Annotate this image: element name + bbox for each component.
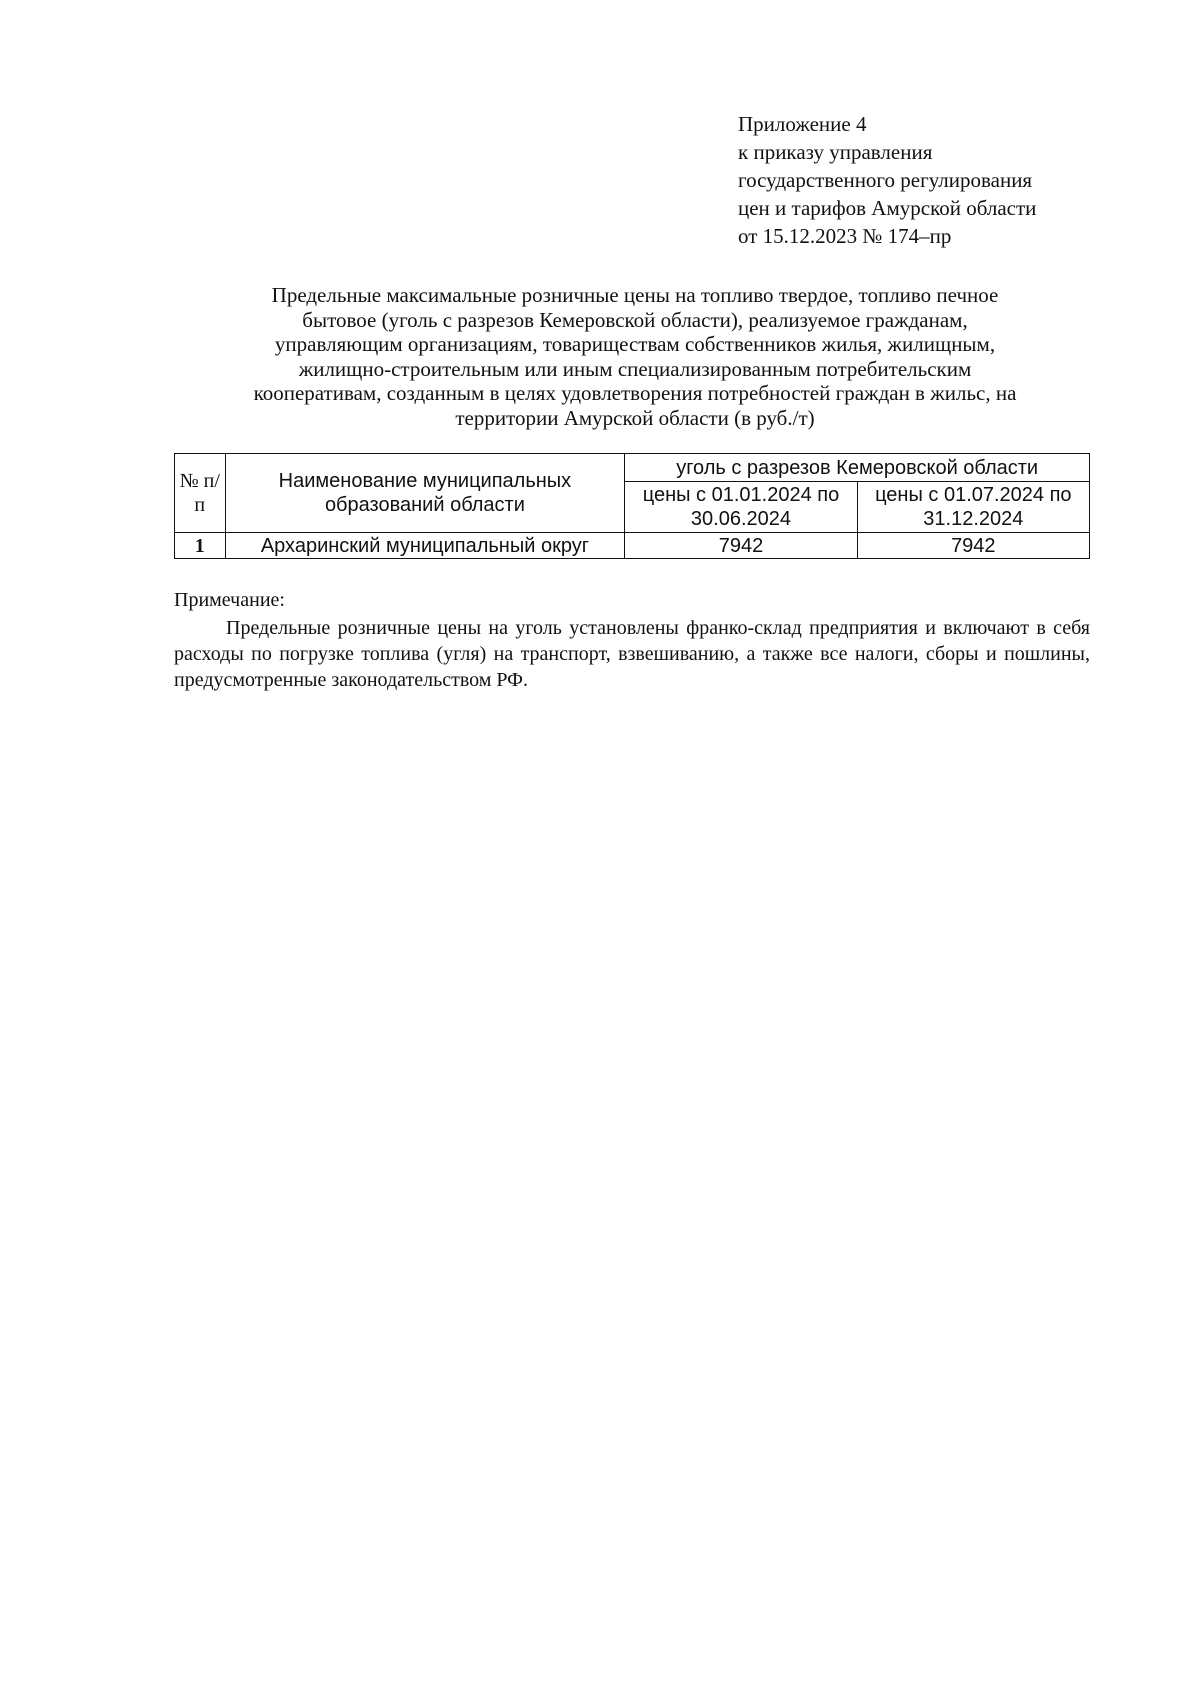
appendix-line: Приложение 4 <box>738 112 867 136</box>
row-name: Архаринский муниципальный округ <box>225 533 625 559</box>
header-group: уголь с разрезов Кемеровской области <box>625 454 1090 482</box>
price-table <box>174 453 1090 559</box>
document-title <box>170 283 1100 430</box>
title-line: кооперативам, созданным в целях удовлетворения потребностей граждан в жильс, на <box>253 381 1017 405</box>
title-line: управляющим организациям, товариществам собственников жилья, жилищным, <box>274 332 996 356</box>
appendix-line: к приказу управления <box>738 140 933 164</box>
appendix-header <box>738 110 1036 250</box>
header-num: № п/п <box>175 454 226 533</box>
appendix-line: от 15.12.2023 № 174–пр <box>738 224 952 248</box>
title-line: Предельные максимальные розничные цены на топливо твердое, топливо печное <box>271 283 999 307</box>
note-text: Предельные розничные цены на уголь установлены франко-склад предприятия и включают в себя расходы по погрузке топлива (угля) на транспорт, взвешиванию, а также все налоги, сборы и пошлины, предусмотренные законодательством РФ. <box>174 617 1090 691</box>
row-price-2: 7942 <box>857 533 1089 559</box>
header-period-2: цены с 01.07.2024 по 31.12.2024 <box>857 482 1089 533</box>
note-label: Примечание: <box>174 589 285 611</box>
title-line: бытовое (уголь с разрезов Кемеровской области), реализуемое гражданам, <box>302 307 968 332</box>
header-period-1: цены с 01.01.2024 по 30.06.2024 <box>625 482 857 533</box>
appendix-line: цен и тарифов Амурской области <box>738 196 1037 220</box>
table-row <box>175 533 1090 559</box>
row-num: 1 <box>175 533 226 559</box>
table-header-row <box>175 454 1090 482</box>
title-line: жилищно-строительным или иным специализированным потребительским <box>298 356 972 381</box>
appendix-line: государственного регулирования <box>738 168 1033 192</box>
row-price-1: 7942 <box>625 533 857 559</box>
header-name: Наименование муниципальных образований области <box>225 454 625 533</box>
title-line: территории Амурской области (в руб./т) <box>455 405 815 430</box>
